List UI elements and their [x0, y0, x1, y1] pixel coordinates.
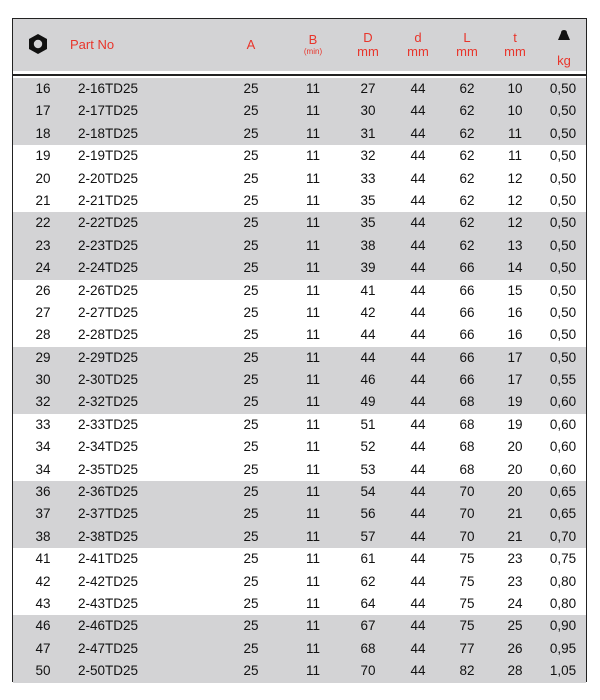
cell-L: 62 — [459, 170, 475, 186]
cell-a: 25 — [243, 237, 259, 253]
cell-L: 62 — [459, 237, 475, 253]
header-a-label: A — [246, 37, 256, 52]
cell-part: 2-17TD25 — [78, 103, 139, 119]
cell-b: 11 — [305, 327, 320, 343]
cell-b: 11 — [305, 260, 320, 276]
cell-size: 29 — [35, 349, 51, 365]
table-row — [13, 235, 586, 257]
cell-t: 23 — [507, 573, 523, 589]
cell-D: 33 — [360, 170, 376, 186]
cell-t: 26 — [507, 640, 523, 656]
cell-size: 22 — [35, 215, 51, 231]
cell-kg: 0,50 — [549, 215, 577, 231]
cell-b: 11 — [305, 282, 320, 298]
cell-kg: 1,05 — [549, 663, 577, 679]
header-D-unit: mm — [357, 44, 379, 59]
cell-a: 25 — [243, 192, 259, 208]
cell-part: 2-21TD25 — [78, 192, 139, 208]
cell-D: 54 — [360, 484, 376, 500]
cell-d: 44 — [410, 618, 426, 634]
cell-kg: 0,75 — [549, 551, 577, 567]
cell-b: 11 — [305, 506, 320, 522]
cell-t: 20 — [507, 461, 523, 477]
table-row — [13, 615, 586, 637]
cell-part: 2-36TD25 — [78, 484, 139, 500]
cell-L: 62 — [459, 103, 475, 119]
cell-L: 75 — [459, 573, 475, 589]
cell-a: 25 — [243, 618, 259, 634]
cell-L: 75 — [459, 595, 475, 611]
cell-size: 36 — [35, 484, 51, 500]
cell-size: 28 — [35, 327, 51, 343]
cell-D: 39 — [360, 260, 376, 276]
cell-part: 2-24TD25 — [78, 260, 139, 276]
cell-d: 44 — [410, 260, 426, 276]
cell-b: 11 — [305, 237, 320, 253]
cell-L: 77 — [459, 640, 475, 656]
cell-kg: 0,55 — [549, 372, 577, 388]
cell-d: 44 — [410, 170, 426, 186]
header-t-label: t — [513, 30, 517, 45]
cell-size: 26 — [35, 282, 51, 298]
cell-size: 17 — [35, 103, 51, 119]
cell-kg: 0,60 — [549, 394, 577, 410]
cell-size: 16 — [35, 81, 51, 96]
cell-size: 18 — [35, 125, 51, 141]
cell-b: 11 — [305, 81, 320, 96]
cell-D: 68 — [360, 640, 376, 656]
cell-b: 11 — [305, 416, 320, 432]
cell-a: 25 — [243, 551, 259, 567]
cell-D: 27 — [360, 81, 376, 96]
table-row — [13, 168, 586, 190]
cell-part: 2-46TD25 — [78, 618, 139, 634]
cell-d: 44 — [410, 327, 426, 343]
cell-size: 19 — [35, 148, 51, 164]
table-row — [13, 369, 586, 391]
cell-D: 61 — [360, 551, 376, 567]
header-part-no — [70, 19, 130, 71]
cell-t: 15 — [507, 282, 523, 298]
cell-L: 68 — [459, 461, 475, 477]
hexagon-icon — [28, 33, 48, 55]
table-row — [13, 459, 586, 481]
cell-a: 25 — [243, 170, 259, 186]
cell-t: 25 — [507, 618, 523, 634]
table-row — [13, 78, 586, 100]
cell-t: 17 — [507, 349, 523, 365]
table-row — [13, 212, 586, 234]
cell-D: 41 — [360, 282, 376, 298]
cell-part: 2-20TD25 — [78, 170, 139, 186]
cell-d: 44 — [410, 349, 426, 365]
cell-size: 50 — [35, 663, 51, 679]
cell-d: 44 — [410, 215, 426, 231]
cell-D: 30 — [360, 103, 376, 119]
cell-d: 44 — [410, 125, 426, 141]
header-L-unit: mm — [456, 44, 478, 59]
cell-L: 75 — [459, 618, 475, 634]
cell-L: 66 — [459, 304, 475, 320]
cell-part: 2-16TD25 — [78, 81, 139, 96]
table-row — [13, 660, 586, 682]
cell-d: 44 — [410, 663, 426, 679]
cell-a: 25 — [243, 528, 259, 544]
table-row — [13, 280, 586, 302]
cell-L: 82 — [459, 663, 475, 679]
cell-L: 68 — [459, 394, 475, 410]
cell-kg: 0,50 — [549, 125, 577, 141]
cell-kg: 0,50 — [549, 327, 577, 343]
cell-part: 2-41TD25 — [78, 551, 139, 567]
cell-part: 2-27TD25 — [78, 304, 139, 320]
cell-kg: 0,80 — [549, 595, 577, 611]
cell-part: 2-50TD25 — [78, 663, 139, 679]
header-b-sub: (min) — [303, 47, 323, 56]
cell-b: 11 — [305, 215, 320, 231]
cell-a: 25 — [243, 260, 259, 276]
cell-L: 62 — [459, 148, 475, 164]
header-divider — [12, 74, 587, 76]
cell-b: 11 — [305, 103, 320, 119]
header-t-unit: mm — [504, 44, 526, 59]
cell-a: 25 — [243, 461, 259, 477]
cell-part: 2-28TD25 — [78, 327, 139, 343]
cell-L: 66 — [459, 349, 475, 365]
cell-t: 24 — [507, 595, 523, 611]
cell-D: 42 — [360, 304, 376, 320]
cell-b: 11 — [305, 640, 320, 656]
header-L — [447, 19, 487, 71]
cell-b: 11 — [305, 595, 320, 611]
cell-size: 21 — [35, 192, 51, 208]
cell-d: 44 — [410, 394, 426, 410]
cell-L: 62 — [459, 192, 475, 208]
cell-kg: 0,50 — [549, 103, 577, 119]
cell-t: 17 — [507, 372, 523, 388]
cell-t: 10 — [507, 103, 523, 119]
cell-size: 32 — [35, 394, 51, 410]
cell-d: 44 — [410, 484, 426, 500]
cell-part: 2-29TD25 — [78, 349, 139, 365]
header-D — [348, 19, 388, 71]
cell-a: 25 — [243, 484, 259, 500]
cell-t: 12 — [507, 170, 523, 186]
cell-kg: 0,90 — [549, 618, 577, 634]
cell-D: 53 — [360, 461, 376, 477]
cell-t: 12 — [507, 192, 523, 208]
cell-size: 42 — [35, 573, 51, 589]
cell-L: 70 — [459, 484, 475, 500]
cell-b: 11 — [305, 170, 320, 186]
cell-size: 47 — [35, 640, 51, 656]
cell-d: 44 — [410, 595, 426, 611]
cell-d: 44 — [410, 439, 426, 455]
table-row — [13, 391, 586, 413]
cell-part: 2-23TD25 — [78, 237, 139, 253]
cell-D: 49 — [360, 394, 376, 410]
cell-kg: 0,70 — [549, 528, 577, 544]
cell-size: 38 — [35, 528, 51, 544]
table-row — [13, 481, 586, 503]
cell-t: 23 — [507, 551, 523, 567]
cell-part: 2-42TD25 — [78, 573, 139, 589]
cell-kg: 0,60 — [549, 416, 577, 432]
header-kg — [544, 28, 584, 80]
cell-kg: 0,50 — [549, 192, 577, 208]
cell-part: 2-37TD25 — [78, 506, 139, 522]
table-row — [13, 503, 586, 525]
cell-d: 44 — [410, 528, 426, 544]
cell-d: 44 — [410, 192, 426, 208]
cell-a: 25 — [243, 506, 259, 522]
cell-kg: 0,65 — [549, 484, 577, 500]
table-row — [13, 638, 586, 660]
cell-D: 67 — [360, 618, 376, 634]
cell-size: 30 — [35, 372, 51, 388]
cell-a: 25 — [243, 282, 259, 298]
cell-kg: 0,50 — [549, 170, 577, 186]
cell-D: 62 — [360, 573, 376, 589]
cell-size: 34 — [35, 461, 51, 477]
cell-part: 2-47TD25 — [78, 640, 139, 656]
table-row — [13, 145, 586, 167]
cell-part: 2-33TD25 — [78, 416, 139, 432]
cell-part: 2-35TD25 — [78, 461, 139, 477]
cell-part: 2-18TD25 — [78, 125, 139, 141]
cell-L: 68 — [459, 416, 475, 432]
cell-b: 11 — [305, 394, 320, 410]
cell-L: 68 — [459, 439, 475, 455]
header-d-unit: mm — [407, 44, 429, 59]
cell-L: 75 — [459, 551, 475, 567]
cell-b: 11 — [305, 551, 320, 567]
cell-b: 11 — [305, 663, 320, 679]
header-t — [495, 19, 535, 71]
cell-kg: 0,65 — [549, 506, 577, 522]
header-kg-label: kg — [557, 53, 571, 68]
cell-t: 14 — [507, 260, 523, 276]
cell-part: 2-32TD25 — [78, 394, 139, 410]
cell-part: 2-43TD25 — [78, 595, 139, 611]
cell-b: 11 — [305, 349, 320, 365]
table-row — [13, 324, 586, 346]
cell-D: 31 — [360, 125, 376, 141]
cell-D: 57 — [360, 528, 376, 544]
cell-t: 21 — [507, 506, 523, 522]
cell-size: 27 — [35, 304, 51, 320]
cell-part: 2-30TD25 — [78, 372, 139, 388]
table-row — [13, 548, 586, 570]
cell-a: 25 — [243, 416, 259, 432]
cell-a: 25 — [243, 304, 259, 320]
cell-d: 44 — [410, 416, 426, 432]
header-part-no-label: Part No — [70, 37, 115, 52]
cell-d: 44 — [410, 573, 426, 589]
table-row — [13, 123, 586, 145]
cell-D: 44 — [360, 349, 376, 365]
cell-part: 2-22TD25 — [78, 215, 139, 231]
cell-d: 44 — [410, 506, 426, 522]
cell-b: 11 — [305, 484, 320, 500]
cell-b: 11 — [305, 573, 320, 589]
header-a — [231, 19, 271, 71]
cell-b: 11 — [305, 304, 320, 320]
cell-D: 64 — [360, 595, 376, 611]
cell-a: 25 — [243, 573, 259, 589]
cell-b: 11 — [305, 528, 320, 544]
cell-L: 70 — [459, 506, 475, 522]
cell-t: 11 — [507, 125, 522, 141]
cell-D: 70 — [360, 663, 376, 679]
cell-t: 12 — [507, 215, 523, 231]
cell-d: 44 — [410, 81, 426, 96]
cell-d: 44 — [410, 237, 426, 253]
cell-d: 44 — [410, 551, 426, 567]
cell-kg: 0,60 — [549, 439, 577, 455]
cell-b: 11 — [305, 439, 320, 455]
cell-kg: 0,60 — [549, 461, 577, 477]
cell-d: 44 — [410, 282, 426, 298]
table-row — [13, 414, 586, 436]
cell-kg: 0,95 — [549, 640, 577, 656]
cell-L: 66 — [459, 372, 475, 388]
cell-a: 25 — [243, 595, 259, 611]
cell-b: 11 — [305, 192, 320, 208]
cell-kg: 0,50 — [549, 304, 577, 320]
cell-D: 32 — [360, 148, 376, 164]
header-d-label: d — [414, 30, 422, 45]
cell-size: 46 — [35, 618, 51, 634]
cell-d: 44 — [410, 103, 426, 119]
table-body — [13, 78, 586, 683]
cell-a: 25 — [243, 663, 259, 679]
cell-t: 28 — [507, 663, 523, 679]
cell-t: 20 — [507, 439, 523, 455]
cell-D: 35 — [360, 215, 376, 231]
table-row — [13, 436, 586, 458]
cell-t: 20 — [507, 484, 523, 500]
cell-t: 16 — [507, 304, 523, 320]
cell-d: 44 — [410, 148, 426, 164]
cell-b: 11 — [305, 461, 320, 477]
table-row — [13, 571, 586, 593]
cell-size: 20 — [35, 170, 51, 186]
header-b-label: B — [308, 32, 318, 47]
cell-a: 25 — [243, 327, 259, 343]
cell-size: 33 — [35, 416, 51, 432]
cell-L: 70 — [459, 528, 475, 544]
cell-kg: 0,50 — [549, 237, 577, 253]
cell-D: 56 — [360, 506, 376, 522]
cell-size: 37 — [35, 506, 51, 522]
cell-t: 21 — [507, 528, 523, 544]
cell-t: 11 — [507, 148, 522, 164]
cell-L: 62 — [459, 215, 475, 231]
cell-a: 25 — [243, 349, 259, 365]
table-row — [13, 190, 586, 212]
cell-kg: 0,80 — [549, 573, 577, 589]
cell-D: 44 — [360, 327, 376, 343]
table-row — [13, 257, 586, 279]
cell-t: 10 — [507, 81, 523, 96]
table-row — [13, 347, 586, 369]
cell-size: 24 — [35, 260, 51, 276]
header-b — [293, 19, 333, 71]
cell-D: 35 — [360, 192, 376, 208]
cell-t: 13 — [507, 237, 523, 253]
cell-a: 25 — [243, 215, 259, 231]
cell-kg: 0,50 — [549, 282, 577, 298]
cell-kg: 0,50 — [549, 81, 577, 96]
cell-t: 16 — [507, 327, 523, 343]
table-row — [13, 100, 586, 122]
table-row — [13, 593, 586, 615]
cell-d: 44 — [410, 304, 426, 320]
cell-kg: 0,50 — [549, 260, 577, 276]
cell-a: 25 — [243, 439, 259, 455]
cell-t: 19 — [507, 416, 523, 432]
cell-L: 62 — [459, 81, 475, 96]
cell-b: 11 — [305, 125, 320, 141]
cell-D: 46 — [360, 372, 376, 388]
cell-a: 25 — [243, 125, 259, 141]
cell-L: 66 — [459, 260, 475, 276]
cell-part: 2-19TD25 — [78, 148, 139, 164]
cell-d: 44 — [410, 372, 426, 388]
cell-size: 41 — [35, 551, 51, 567]
cell-b: 11 — [305, 372, 320, 388]
cell-a: 25 — [243, 640, 259, 656]
cell-part: 2-26TD25 — [78, 282, 139, 298]
cell-a: 25 — [243, 372, 259, 388]
header-L-label: L — [463, 30, 471, 45]
cell-b: 11 — [305, 618, 320, 634]
cell-size: 43 — [35, 595, 51, 611]
table-row — [13, 302, 586, 324]
cell-kg: 0,50 — [549, 349, 577, 365]
cell-b: 11 — [305, 148, 320, 164]
cell-size: 23 — [35, 237, 51, 253]
table-row — [13, 526, 586, 548]
cell-d: 44 — [410, 461, 426, 477]
cell-t: 19 — [507, 394, 523, 410]
header-D-label: D — [363, 30, 373, 45]
cell-L: 66 — [459, 282, 475, 298]
header-d — [398, 19, 438, 71]
cell-kg: 0,50 — [549, 148, 577, 164]
cell-L: 66 — [459, 327, 475, 343]
cell-a: 25 — [243, 148, 259, 164]
cell-a: 25 — [243, 81, 259, 96]
cell-part: 2-38TD25 — [78, 528, 139, 544]
cell-D: 38 — [360, 237, 376, 253]
cell-d: 44 — [410, 640, 426, 656]
cell-part: 2-34TD25 — [78, 439, 139, 455]
cell-a: 25 — [243, 394, 259, 410]
cell-L: 62 — [459, 125, 475, 141]
cell-D: 52 — [360, 439, 376, 455]
cell-D: 51 — [360, 416, 376, 432]
cell-size: 34 — [35, 439, 51, 455]
cell-a: 25 — [243, 103, 259, 119]
